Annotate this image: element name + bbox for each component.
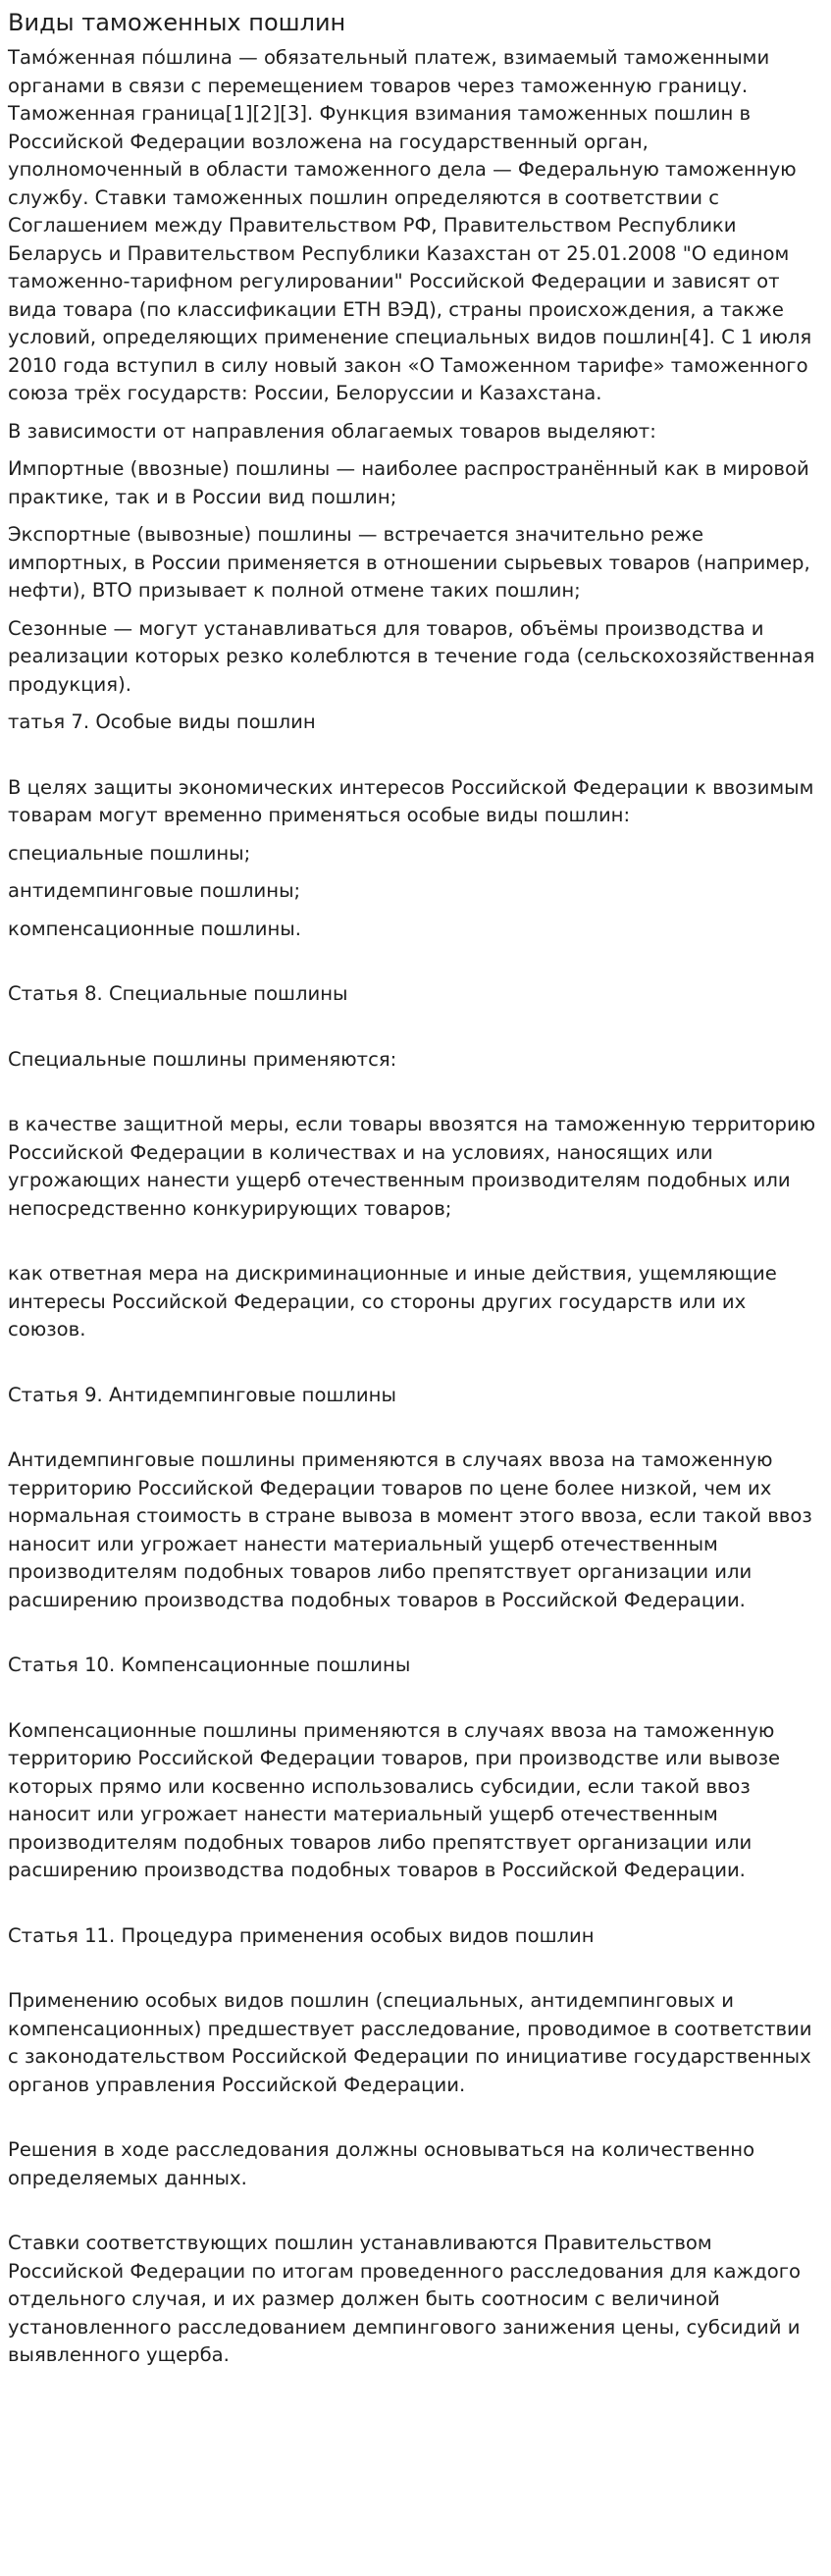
paragraph-investigation: Применению особых видов пошлин (специальных, антидемпинговых и компенсационных) предшествует расследование, проводимое в соответствии с законодательством Российской Федерации по инициативе государственных органов управления Российской Федерации. (8, 1989, 812, 2096)
article-11-heading: Статья 11. Процедура применения особых видов пошлин (8, 1923, 595, 1947)
paragraph-special-applied: Специальные пошлины применяются: (8, 1047, 397, 1071)
paragraph-decisions: Решения в ходе расследования должны основываться на количественно определяемых данных. (8, 2138, 755, 2189)
paragraph-import-duties: Импортные (ввозные) пошлины — наиболее распространённый как в мировой практике, так и в России вид пошлин; (8, 457, 809, 508)
paragraph-antidumping: Антидемпинговые пошлины применяются в случаях ввоза на таможенную территорию Российской Федерации товаров по цене более низкой, чем их нормальная стоимость в стране вывоза в момент этого ввоза, если такой ввоз наносит или угрожает нанести материальный ущерб отечественным производителям подобных товаров либо препятствует организации или расширению производства подобных товаров в Российской Федерации. (8, 1448, 812, 1611)
paragraph-rates: Ставки соответствующих пошлин устанавливаются Правительством Российской Федерации по итогам проведенного расследования для каждого отдельного случая, и их размер должен быть соотносим с величиной установленного расследованием демпингового занижения цены, субсидий и выявленного ущерба. (8, 2232, 802, 2366)
paragraph-seasonal-duties: Сезонные — могут устанавливаться для товаров, объёмы производства и реализации которых резко колеблются в течение года (сельскохозяйственная продукция). (8, 616, 815, 696)
page-title: Виды таможенных пошлин (8, 9, 346, 36)
article-8-heading: Статья 8. Специальные пошлины (8, 982, 348, 1005)
paragraph-countervailing: Компенсационные пошлины применяются в случаях ввоза на таможенную территорию Российской Федерации товаров, при производстве или вывозе которых прямо или косвенно использовались субсидии, если такой ввоз наносит или угрожает нанести материальный ущерб отечественным производителям подобных товаров либо препятствует организации или расширению производства подобных товаров в Российской Федерации. (8, 1718, 781, 1881)
article-10-heading: Статья 10. Компенсационные пошлины (8, 1654, 411, 1676)
list-item-countervailing: компенсационные пошлины. (8, 917, 301, 940)
paragraph-retaliatory-measure: как ответная мера на дискриминационные и иные действия, ущемляющие интересы Российской Федерации, со стороны других государств или их союзов. (8, 1262, 777, 1341)
paragraph-intro: Тамо́женная по́шлина — обязательный платеж, взимаемый таможенными органами в связи с перемещением товаров через таможенную границу. Таможенная граница[1][2][3]. Функция взимания таможенных пошлин в Российской Федерации возложена на государственный орган, уполномоченный в области таможенного дела — Федеральную таможенную службу. Ставки таможенных пошлин определяются в соответствии с Соглашением между Правительством РФ, Правительством Республики Беларусь и Правительством Республики Казахстан от 25.01.2008 "О едином таможенно-тарифном регулировании" Российской Федерации и зависят от вида товара (по классификации ЕТН ВЭД), страны происхождения, а также условий, определяющих применение специальных видов пошлин[4]. С 1 июля 2010 года вступил в силу новый закон «О Таможенном тарифе» таможенного союза трёх государств: России, Белоруссии и Казахстана. (8, 46, 812, 404)
article-9-heading: Статья 9. Антидемпинговые пошлины (8, 1383, 396, 1406)
paragraph-classification: В зависимости от направления облагаемых товаров выделяют: (8, 419, 656, 443)
list-item-special: специальные пошлины; (8, 841, 251, 865)
list-item-antidumping: антидемпинговые пошлины; (8, 879, 301, 902)
paragraph-special-types-intro: В целях защиты экономических интересов Российской Федерации к ввозимым товарам могут временно применяться особые виды пошлин: (8, 775, 814, 826)
article-7-heading: татья 7. Особые виды пошлин (8, 710, 316, 733)
paragraph-export-duties: Экспортные (вывозные) пошлины — встречается значительно реже импортных, в России применяется в отношении сырьевых товаров (например, нефти), ВТО призывает к полной отмене таких пошлин; (8, 523, 810, 602)
paragraph-protective-measure: в качестве защитной меры, если товары ввозятся на таможенную территорию Российской Федерации в количествах и на условиях, наносящих или угрожающих нанести ущерб отечественным производителям подобных или непосредственно конкурирующих товаров; (8, 1113, 816, 1220)
